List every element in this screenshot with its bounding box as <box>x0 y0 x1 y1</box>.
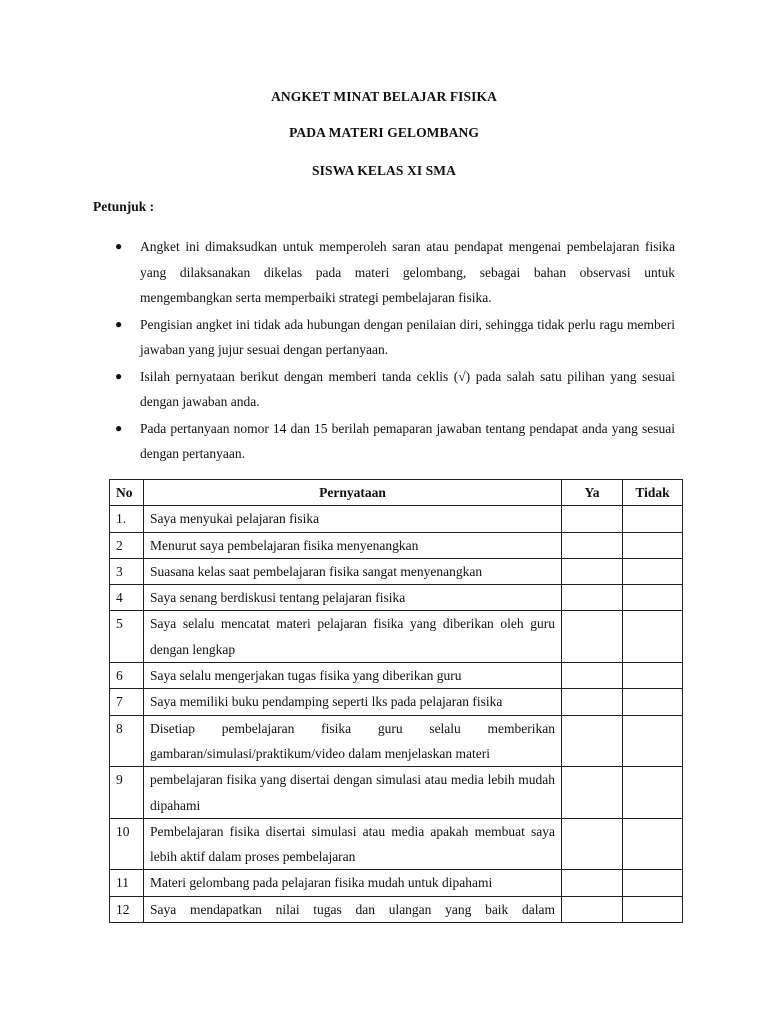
answer-cell-tidak[interactable] <box>623 767 683 819</box>
row-statement: Pembelajaran fisika disertai simulasi atau media apakah membuat saya lebih aktif dalam proses pembelajaran <box>144 818 562 870</box>
table-row <box>110 532 683 558</box>
answer-cell-tidak[interactable] <box>623 506 683 532</box>
answer-cell-ya[interactable] <box>562 585 623 611</box>
bullet-icon: ● <box>115 368 123 383</box>
row-statement: Saya memiliki buku pendamping seperti lks pada pelajaran fisika <box>144 689 562 715</box>
instruction-item <box>110 416 675 467</box>
answer-cell-tidak[interactable] <box>623 558 683 584</box>
table-row <box>110 506 683 532</box>
row-statement: Materi gelombang pada pelajaran fisika mudah untuk dipahami <box>144 870 562 896</box>
answer-cell-ya[interactable] <box>562 818 623 870</box>
answer-cell-ya[interactable] <box>562 532 623 558</box>
answer-cell-ya[interactable] <box>562 611 623 663</box>
column-header-ya: Ya <box>562 480 623 506</box>
answer-cell-tidak[interactable] <box>623 689 683 715</box>
row-number: 2 <box>110 532 144 558</box>
instruction-text: Isilah pernyataan berikut dengan memberi tanda ceklis (√) pada salah satu pilihan yang sesuai dengan jawaban anda. <box>140 368 675 409</box>
row-statement: pembelajaran fisika yang disertai dengan simulasi atau media lebih mudah dipahami <box>144 767 562 819</box>
table-row <box>110 689 683 715</box>
answer-cell-tidak[interactable] <box>623 818 683 870</box>
row-statement: Saya selalu mencatat materi pelajaran fisika yang diberikan oleh guru dengan lengkap <box>144 611 562 663</box>
document-subtitle: PADA MATERI GELOMBANG <box>289 125 479 140</box>
instruction-text: Pengisian angket ini tidak ada hubungan dengan penilaian diri, sehingga tidak perlu ragu memberi jawaban yang jujur sesuai dengan pertanyaan. <box>140 316 675 357</box>
instruction-item <box>110 364 675 415</box>
instruction-item <box>110 234 675 311</box>
row-number: 4 <box>110 585 144 611</box>
table-header-row <box>110 480 683 506</box>
answer-cell-ya[interactable] <box>562 506 623 532</box>
instruction-text: Angket ini dimaksudkan untuk memperoleh saran atau pendapat mengenai pembelajaran fisika yang dilaksanakan dikelas pada materi gelombang, sebagai bahan observasi untuk mengembangkan serta memperbaiki strategi pembelajaran fisika. <box>140 239 675 305</box>
answer-cell-tidak[interactable] <box>623 663 683 689</box>
answer-cell-tidak[interactable] <box>623 585 683 611</box>
document-target-audience: SISWA KELAS XI SMA <box>312 163 456 178</box>
instruction-text: Pada pertanyaan nomor 14 dan 15 berilah pemaparan jawaban tentang pendapat anda yang sesuai dengan pertanyaan. <box>140 420 675 461</box>
instructions-heading: Petunjuk : <box>93 199 155 214</box>
row-number: 5 <box>110 611 144 663</box>
table-row <box>110 663 683 689</box>
table-row <box>110 818 683 870</box>
row-number: 11 <box>110 870 144 896</box>
answer-cell-ya[interactable] <box>562 715 623 767</box>
column-header-no: No <box>110 480 144 506</box>
row-statement: Menurut saya pembelajaran fisika menyenangkan <box>144 532 562 558</box>
row-number: 1. <box>110 506 144 532</box>
row-number: 9 <box>110 767 144 819</box>
answer-cell-ya[interactable] <box>562 663 623 689</box>
table-row <box>110 870 683 896</box>
table-row <box>110 611 683 663</box>
row-statement: Suasana kelas saat pembelajaran fisika sangat menyenangkan <box>144 558 562 584</box>
answer-cell-ya[interactable] <box>562 689 623 715</box>
row-statement: Disetiap pembelajaran fisika guru selalu memberikan gambaran/simulasi/praktikum/video dalam menjelaskan materi <box>144 715 562 767</box>
questionnaire-table <box>109 479 683 923</box>
bullet-icon: ● <box>115 420 123 435</box>
column-header-pernyataan: Pernyataan <box>144 480 562 506</box>
row-number: 10 <box>110 818 144 870</box>
row-number: 12 <box>110 896 144 922</box>
table-row <box>110 896 683 922</box>
document-title: ANGKET MINAT BELAJAR FISIKA <box>271 89 497 104</box>
instruction-item <box>110 312 675 363</box>
table-row <box>110 715 683 767</box>
row-number: 6 <box>110 663 144 689</box>
answer-cell-ya[interactable] <box>562 896 623 922</box>
bullet-icon: ● <box>115 316 123 331</box>
answer-cell-tidak[interactable] <box>623 870 683 896</box>
answer-cell-tidak[interactable] <box>623 532 683 558</box>
table-row <box>110 558 683 584</box>
answer-cell-ya[interactable] <box>562 558 623 584</box>
answer-cell-tidak[interactable] <box>623 611 683 663</box>
instructions-list <box>110 234 675 468</box>
bullet-icon: ● <box>115 239 123 253</box>
row-number: 8 <box>110 715 144 767</box>
row-number: 7 <box>110 689 144 715</box>
table-row <box>110 767 683 819</box>
row-statement: Saya senang berdiskusi tentang pelajaran fisika <box>144 585 562 611</box>
table-row <box>110 585 683 611</box>
row-statement: Saya menyukai pelajaran fisika <box>144 506 562 532</box>
row-statement: Saya selalu mengerjakan tugas fisika yang diberikan guru <box>144 663 562 689</box>
answer-cell-ya[interactable] <box>562 767 623 819</box>
answer-cell-tidak[interactable] <box>623 715 683 767</box>
column-header-tidak: Tidak <box>623 480 683 506</box>
row-statement: Saya mendapatkan nilai tugas dan ulangan yang baik dalam <box>144 896 562 922</box>
row-number: 3 <box>110 558 144 584</box>
answer-cell-ya[interactable] <box>562 870 623 896</box>
answer-cell-tidak[interactable] <box>623 896 683 922</box>
